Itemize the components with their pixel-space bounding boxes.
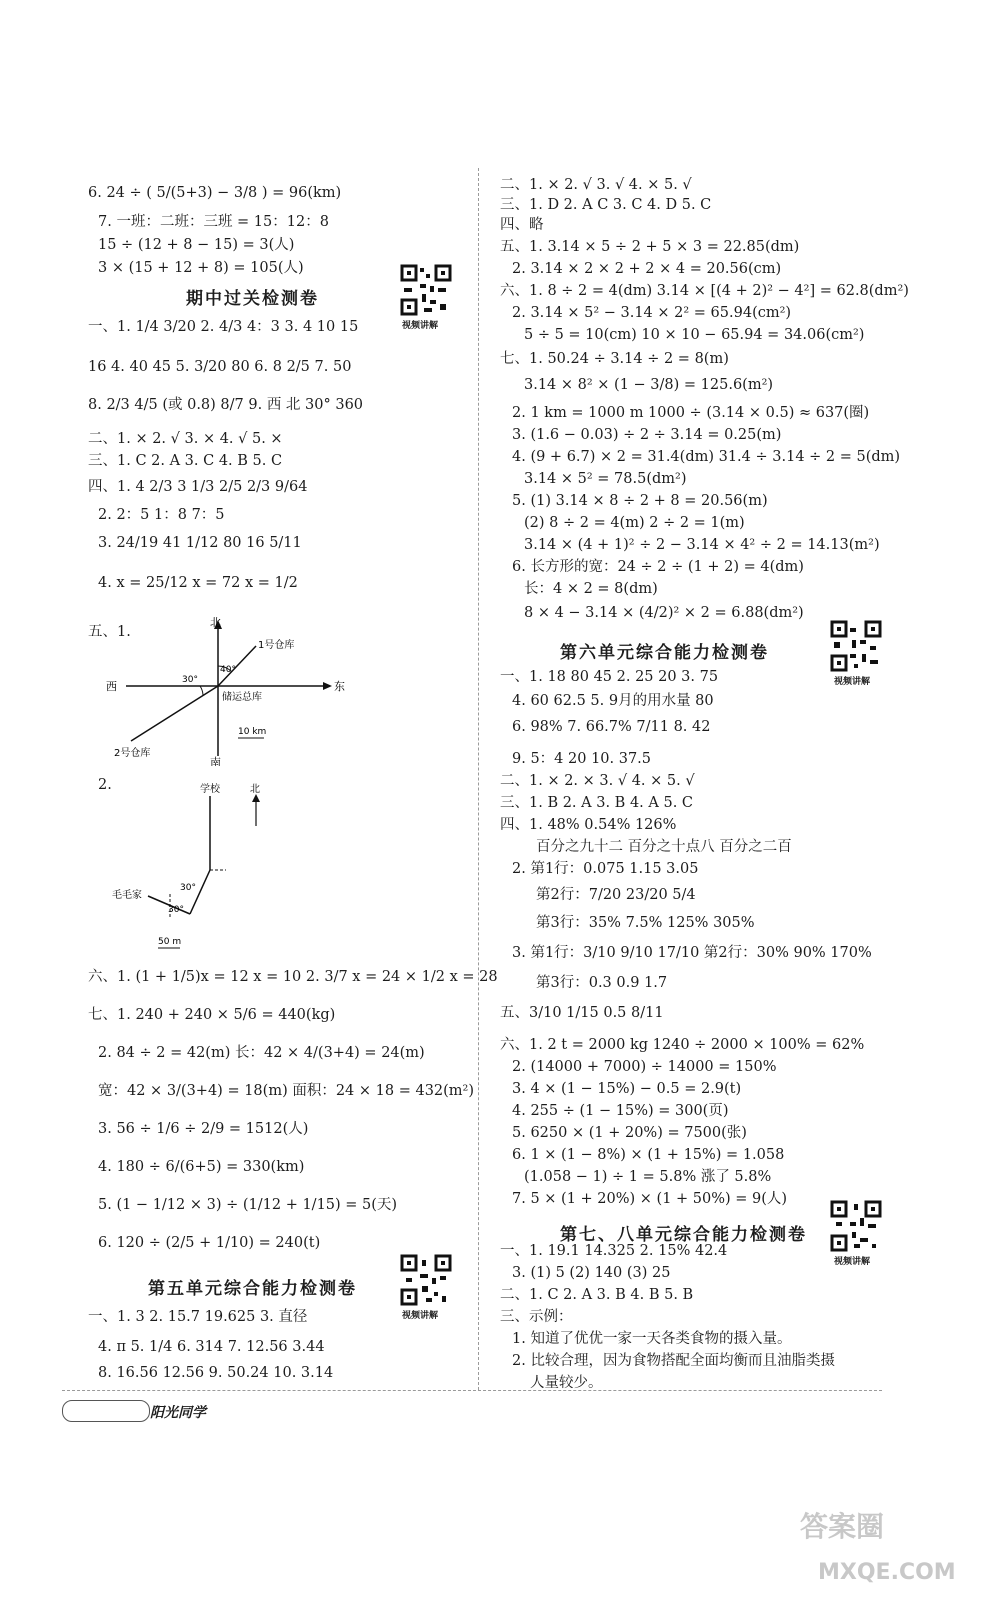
label-warehouse-2: 2号仓库 [114,748,151,759]
answer-line: 3. 4 × (1 − 15%) − 0.5 = 2.9(t) [512,1081,742,1097]
qr-caption: 视频讲解 [834,1257,871,1267]
label-north: 北 [250,784,260,795]
answer-line: 3.14 × 5² = 78.5(dm²) [524,471,687,487]
answer-line: 三、1. C 2. A 3. C 4. B 5. C [88,453,283,469]
answer-line: 人量较少。 [530,1375,603,1391]
answer-line: 五、1. 3.14 × 5 ÷ 2 + 5 × 3 = 22.85(dm) [500,239,800,255]
answer-line: 2. 第1行：0.075 1.15 3.05 [512,861,699,877]
answer-line: 3. 第1行：3/10 9/10 17/10 第2行：30% 90% 170% [512,945,872,961]
answer-line: 8. 2/3 4/5 (或 0.8) 8/7 9. 西 北 30° 360 [88,397,364,413]
answer-line: 长：4 × 2 = 8(dm) [524,581,658,597]
label-scale: 50 m [158,937,182,947]
label-west: 西 [106,680,117,693]
answer-line: 四、1. 4 2/3 3 1/3 2/5 2/3 9/64 [88,479,308,495]
answer-line: 第3行：35% 7.5% 125% 305% [536,915,755,931]
answer-line: 7. 一班：二班：三班 = 15：12：8 [98,214,329,230]
answer-line: 2. 1 km = 1000 m 1000 ÷ (3.14 × 0.5) ≈ 637(圈) [512,405,870,421]
qr-caption: 视频讲解 [402,1311,439,1321]
answer-line: 一、1. 18 80 45 2. 25 20 3. 75 [500,669,719,685]
section-title: 第五单元综合能力检测卷 [148,1279,357,1299]
label-angle: 40° [220,665,236,675]
answer-line: 6. 24 ÷ ( 5/(5+3) − 3/8 ) = 96(km) [88,185,342,201]
label-warehouse-1: 1号仓库 [258,640,295,651]
answer-line: 2. 84 ÷ 2 = 42(m) 长：42 × 4/(3+4) = 24(m) [98,1045,425,1061]
answer-line: 1. 知道了优优一家一天各类食物的摄入量。 [512,1331,792,1347]
answer-line: 二、1. × 2. √ 3. √ 4. × 5. √ [500,177,692,193]
answer-line: 4. (9 + 6.7) × 2 = 31.4(dm) 31.4 ÷ 3.14 ÷ 2 = 5(dm) [512,449,901,465]
east-arrow-icon [323,682,332,690]
answer-line: (2) 8 ÷ 2 = 4(m) 2 ÷ 2 = 1(m) [524,515,745,531]
answer-line: 7. 5 × (1 + 20%) × (1 + 50%) = 9(人) [512,1191,788,1207]
label-angle: 30° [168,905,184,915]
answer-line: 三、示例： [500,1309,573,1325]
label-school: 学校 [200,784,220,795]
answer-line: 6. 长方形的宽：24 ÷ 2 ÷ (1 + 2) = 4(dm) [512,559,804,575]
answer-line: 3. 24/19 41 1/12 80 16 5/11 [98,535,302,551]
answer-line: 4. π 5. 1/4 6. 314 7. 12.56 3.44 [98,1339,325,1355]
answer-line: 六、1. 8 ÷ 2 = 4(dm) 3.14 × [(4 + 2)² − 4²] = 62.8(dm²) [500,283,909,299]
answer-line: 4. 255 ÷ (1 − 15%) = 300(页) [512,1103,729,1119]
direction-diagram [106,616,346,766]
watermark: 答案圈 [800,1510,885,1543]
qr-code-icon [830,620,882,672]
answer-line: 8 × 4 − 3.14 × (4/2)² × 2 = 6.88(dm²) [524,605,804,621]
answer-line: 二、1. × 2. × 3. √ 4. × 5. √ [500,773,695,789]
route-diagram [108,778,308,958]
answer-line: 4. x = 25/12 x = 72 x = 1/2 [98,575,298,591]
watermark-url: MXQE.COM [818,1560,956,1585]
answer-line: (1.058 − 1) ÷ 1 = 5.8% 涨了 5.8% [524,1169,772,1185]
qr-caption: 视频讲解 [402,321,439,331]
answer-line: 6. 98% 7. 66.7% 7/11 8. 42 [512,719,711,735]
answer-line: 2. 2：5 1：8 7：5 [98,507,225,523]
answer-line: 宽：42 × 3/(3+4) = 18(m) 面积：24 × 18 = 432(m²) [98,1083,475,1099]
answer-line: 6. 120 ÷ (2/5 + 1/10) = 240(t) [98,1235,321,1251]
answer-line: 百分之九十二 百分之十点八 百分之二百 [536,839,792,855]
answer-line: 4. 60 62.5 5. 9月的用水量 80 [512,693,714,709]
answer-line: 5. (1 − 1/12 × 3) ÷ (1/12 + 1/15) = 5(天) [98,1197,398,1213]
label-home: 毛毛家 [112,890,142,901]
answer-line: 2. (14000 + 7000) ÷ 14000 = 150% [512,1059,777,1075]
north-arrow-icon [252,794,260,802]
answer-line: 9. 5：4 20 10. 37.5 [512,751,652,767]
answer-line: 六、1. (1 + 1/5)x = 12 x = 10 2. 3/7 x = 24 × 1/2 x = 28 [88,969,498,985]
answer-line: 3. (1.6 − 0.03) ÷ 2 ÷ 3.14 = 0.25(m) [512,427,782,443]
answer-line: 3.14 × 8² × (1 − 3/8) = 125.6(m²) [524,377,774,393]
answer-line: 六、1. 2 t = 2000 kg 1240 ÷ 2000 × 100% = 62% [500,1037,865,1053]
qr-caption: 视频讲解 [834,677,871,687]
qr-code-icon [830,1200,882,1252]
answer-line: 2. 3.14 × 5² − 3.14 × 2² = 65.94(cm²) [512,305,792,321]
answer-line: 二、1. C 2. A 3. B 4. B 5. B [500,1287,694,1303]
answer-line: 15 ÷ (12 + 8 − 15) = 3(人) [98,237,295,253]
answer-line: 五、1. [88,624,131,640]
section-title: 期中过关检测卷 [186,289,319,309]
publisher-logo: 阳光同学 [150,1405,206,1421]
answer-line: 四、1. 48% 0.54% 126% [500,817,677,833]
label-south: 南 [210,756,221,766]
answer-line: 4. 180 ÷ 6/(6+5) = 330(km) [98,1159,305,1175]
answer-line: 3.14 × (4 + 1)² ÷ 2 − 3.14 × 4² ÷ 2 = 14.13(m²) [524,537,880,553]
section-title: 第七、八单元综合能力检测卷 [560,1225,807,1245]
ray-warehouse-2 [131,686,218,741]
answer-line: 一、1. 19.1 14.325 2. 15% 42.4 [500,1243,728,1259]
answer-line: 三、1. B 2. A 3. B 4. A 5. C [500,795,694,811]
answer-line: 三、1. D 2. A C 3. C 4. D 5. C [500,197,712,213]
answer-line: 3. (1) 5 (2) 140 (3) 25 [512,1265,671,1281]
label-angle: 30° [182,675,198,685]
label-scale: 10 km [238,727,267,737]
answer-line: 一、1. 1/4 3/20 2. 4/3 4：3 3. 4 10 15 [88,319,359,335]
label-north: 北 [210,616,221,629]
footer-divider [62,1390,882,1391]
answer-line: 3 × (15 + 12 + 8) = 105(人) [98,260,304,276]
answer-line: 四、略 [500,217,544,233]
answer-line: 5 ÷ 5 = 10(cm) 10 × 10 − 65.94 = 34.06(cm²) [524,327,865,343]
answer-line: 3. 56 ÷ 1/6 ÷ 2/9 = 1512(人) [98,1121,309,1137]
label-east: 东 [334,680,345,693]
footer-badge-icon [62,1400,150,1422]
qr-code-icon [400,1254,452,1306]
answer-line: 2. 比较合理，因为食物搭配全面均衡而且油脂类摄 [512,1353,835,1369]
column-divider [478,168,479,1390]
qr-code-icon [400,264,452,316]
answer-line: 5. (1) 3.14 × 8 ÷ 2 + 8 = 20.56(m) [512,493,768,509]
label-angle: 30° [180,883,196,893]
section-title: 第六单元综合能力检测卷 [560,643,769,663]
answer-line: 6. 1 × (1 − 8%) × (1 + 15%) = 1.058 [512,1147,785,1163]
label-center: 储运总库 [222,692,262,703]
answer-line: 一、1. 3 2. 15.7 19.625 3. 直径 [88,1309,308,1325]
answer-line: 5. 6250 × (1 + 20%) = 7500(张) [512,1125,747,1141]
angle-arc [200,686,203,695]
answer-line: 2. [98,777,112,793]
answer-line: 五、3/10 1/15 0.5 8/11 [500,1005,664,1021]
answer-line: 16 4. 40 45 5. 3/20 80 6. 8 2/5 7. 50 [88,359,352,375]
answer-line: 第2行：7/20 23/20 5/4 [536,887,696,903]
answer-line: 七、1. 240 + 240 × 5/6 = 440(kg) [88,1007,336,1023]
answer-line: 2. 3.14 × 2 × 2 + 2 × 4 = 20.56(cm) [512,261,782,277]
answer-line: 七、1. 50.24 ÷ 3.14 ÷ 2 = 8(m) [500,351,729,367]
answer-line: 第3行：0.3 0.9 1.7 [536,975,668,991]
answer-line: 二、1. × 2. √ 3. × 4. √ 5. × [88,431,283,447]
answer-line: 8. 16.56 12.56 9. 50.24 10. 3.14 [98,1365,334,1381]
